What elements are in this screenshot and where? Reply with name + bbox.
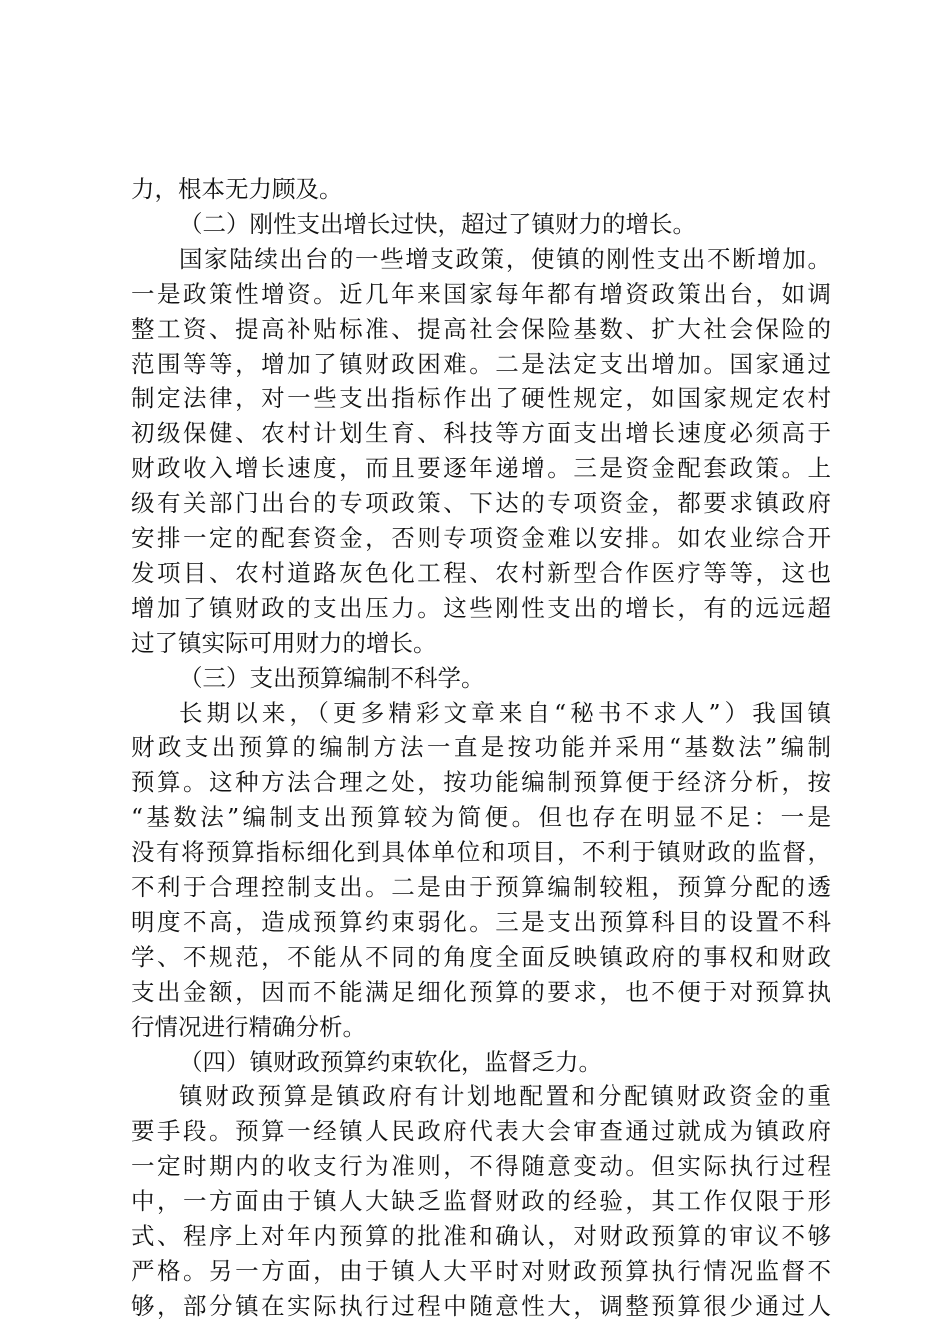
section-heading: （二）刚性支出增长过快，超过了镇财力的增长。 [179, 209, 696, 238]
text-line: 一定时期内的收支行为准则，不得随意变动。但实际执行过程 [131, 1152, 831, 1181]
text-line: “基数法”编制支出预算较为简便。但也存在明显不足：一是 [131, 803, 831, 832]
text-line: 学、不规范，不能从不同的角度全面反映镇政府的事权和财政 [131, 942, 831, 971]
text-line: 整工资、提高补贴标准、提高社会保险基数、扩大社会保险的 [131, 314, 831, 343]
section-heading: （三）支出预算编制不科学。 [179, 663, 485, 692]
text-line: 严格。另一方面，由于镇人大平时对财政预算执行情况监督不 [131, 1256, 831, 1285]
text-line: 中，一方面由于镇人大缺乏监督财政的经验，其工作仅限于形 [131, 1187, 831, 1216]
text-line: 支出金额，因而不能满足细化预算的要求，也不便于对预算执 [131, 977, 831, 1006]
text-line: 不利于合理控制支出。二是由于预算编制较粗，预算分配的透 [131, 873, 831, 901]
text-line: 制定法律，对一些支出指标作出了硬性规定，如国家规定农村 [131, 384, 831, 413]
paragraph-first-line: 长期以来，（更多精彩文章来自“秘书不求人”）我国镇 [179, 698, 831, 727]
text-line: 财政支出预算的编制方法一直是按功能并采用“基数法”编制 [131, 733, 831, 762]
text-line: 初级保健、农村计划生育、科技等方面支出增长速度必须高于 [131, 419, 831, 448]
text-line: 财政收入增长速度，而且要逐年递增。三是资金配套政策。上 [131, 454, 831, 483]
paragraph-last-line: 行情况进行精确分析。 [131, 1012, 366, 1041]
text-line: 要手段。预算一经镇人民政府代表大会审查通过就成为镇政府 [131, 1117, 831, 1146]
text-line: 一是政策性增资。近几年来国家每年都有增资政策出台，如调 [131, 279, 831, 308]
paragraph-last-line: 力，根本无力顾及。 [131, 175, 343, 203]
paragraph-first-line: 镇财政预算是镇政府有计划地配置和分配镇财政资金的重 [179, 1082, 831, 1111]
text-line: 级有关部门出台的专项政策、下达的专项资金，都要求镇政府 [131, 489, 831, 518]
text-line: 范围等等，增加了镇财政困难。二是法定支出增加。国家通过 [131, 349, 831, 378]
paragraph-first-line: 国家陆续出台的一些增支政策，使镇的刚性支出不断增加。 [179, 244, 831, 273]
text-line: 预算。这种方法合理之处，按功能编制预算便于经济分析，按 [131, 768, 831, 797]
paragraph-last-line: 过了镇实际可用财力的增长。 [131, 628, 437, 657]
text-line: 没有将预算指标细化到具体单位和项目，不利于镇财政的监督， [131, 838, 831, 867]
text-line: 发项目、农村道路灰色化工程、农村新型合作医疗等等，这也 [131, 558, 831, 587]
text-line: 够，部分镇在实际执行过程中随意性大，调整预算很少通过人 [131, 1291, 831, 1320]
text-line: 式、程序上对年内预算的批准和确认，对财政预算的审议不够 [131, 1222, 831, 1250]
section-heading: （四）镇财政预算约束软化，监督乏力。 [179, 1047, 602, 1076]
text-line: 安排一定的配套资金，否则专项资金难以安排。如农业综合开 [131, 524, 831, 552]
text-line: 明度不高，造成预算约束弱化。三是支出预算科目的设置不科 [131, 907, 831, 936]
text-line: 增加了镇财政的支出压力。这些刚性支出的增长，有的远远超 [131, 593, 831, 622]
